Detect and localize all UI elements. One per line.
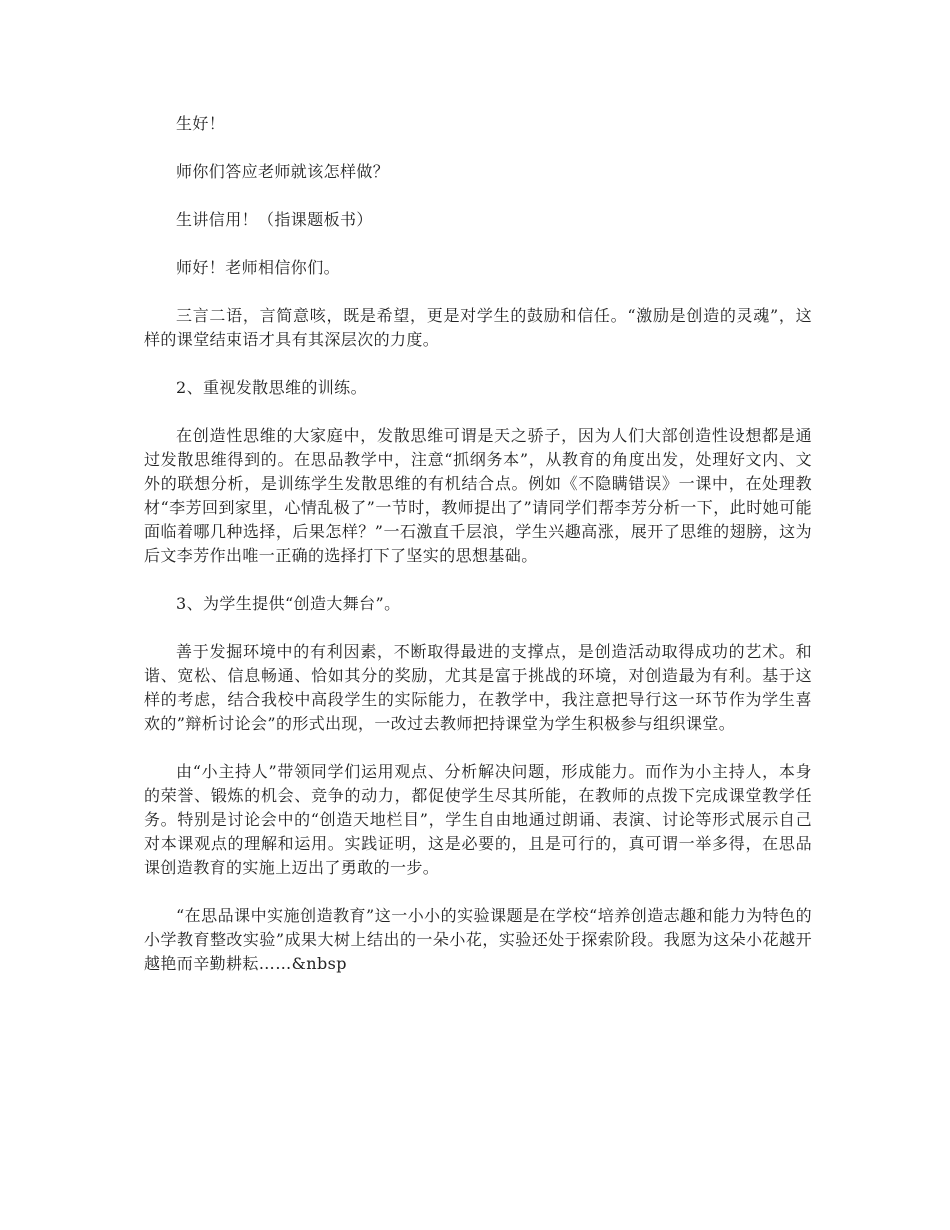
paragraph-conclusion: “在思品课中实施创造教育”这一小小的实验课题是在学校“培养创造志趣和能力为特色的小学教育整改实验”成果大树上结出的一朵小花，实验还处于探索阶段。我愿为这朵小花越开越艳而辛勤耕耘……&nbsp: [144, 906, 812, 973]
paragraph-little-host: 由“小主持人”带领同学们运用观点、分析解决问题，形成能力。而作为小主持人，本身的荣誉、锻炼的机会、竞争的动力，都促使学生尽其所能，在教师的点拨下完成课堂教学任务。特别是讨论会中的“创造天地栏目”，学生自由地通过朗诵、表演、讨论等形式展示自己对本课观点的理解和运用。实践证明，这是必要的，且是可行的，真可谓一举多得，在思品课创造教育的实施上迈出了勇敢的一步。: [144, 762, 812, 877]
paragraph-student-answer: 生讲信用！（指课题板书）: [176, 210, 373, 229]
section-heading-2: 2、重视发散思维的训练。: [176, 378, 367, 397]
paragraph-teacher-question: 师你们答应老师就该怎样做？: [176, 162, 390, 181]
document-body: [144, 112, 812, 1000]
paragraph-teacher-response: 师好！老师相信你们。: [176, 258, 341, 277]
paragraph-divergent-thinking: 在创造性思维的大家庭中，发散思维可谓是天之骄子，因为人们大部创造性设想都是通过发散思维得到的。在思品教学中，注意“抓纲务本”，从教育的角度出发，处理好文内、文外的联想分析，是训练学生发散思维的有机结合点。例如《不隐瞒错误》一课中，在处理教材“李芳回到家里，心情乱极了”一节时，教师提出了”请同学们帮李芳分析一下，此时她可能面临着哪几种选择，后果怎样？”一石激直千层浪，学生兴趣高涨，展开了思维的翅膀，这为后文李芳作出唯一正确的选择打下了坚实的思想基础。: [144, 426, 812, 565]
paragraph-commentary: 三言二语，言简意咳，既是希望，更是对学生的鼓励和信任。“激励是创造的灵魂”，这样的课堂结束语才具有其深层次的力度。: [144, 306, 812, 349]
section-heading-3: 3、为学生提供“创造大舞台”。: [176, 594, 401, 613]
paragraph-environment: 善于发掘环境中的有利因素，不断取得最进的支撑点，是创造活动取得成功的艺术。和谐、宽松、信息畅通、恰如其分的奖励，尤其是富于挑战的环境，对创造最为有利。基于这样的考虑，结合我校中高段学生的实际能力，在教学中，我注意把导行这一环节作为学生喜欢的”辩析讨论会”的形式出现，一改过去教师把持课堂为学生积极参与组织课堂。: [144, 642, 812, 733]
paragraph-student-reply: 生好！: [176, 114, 226, 133]
